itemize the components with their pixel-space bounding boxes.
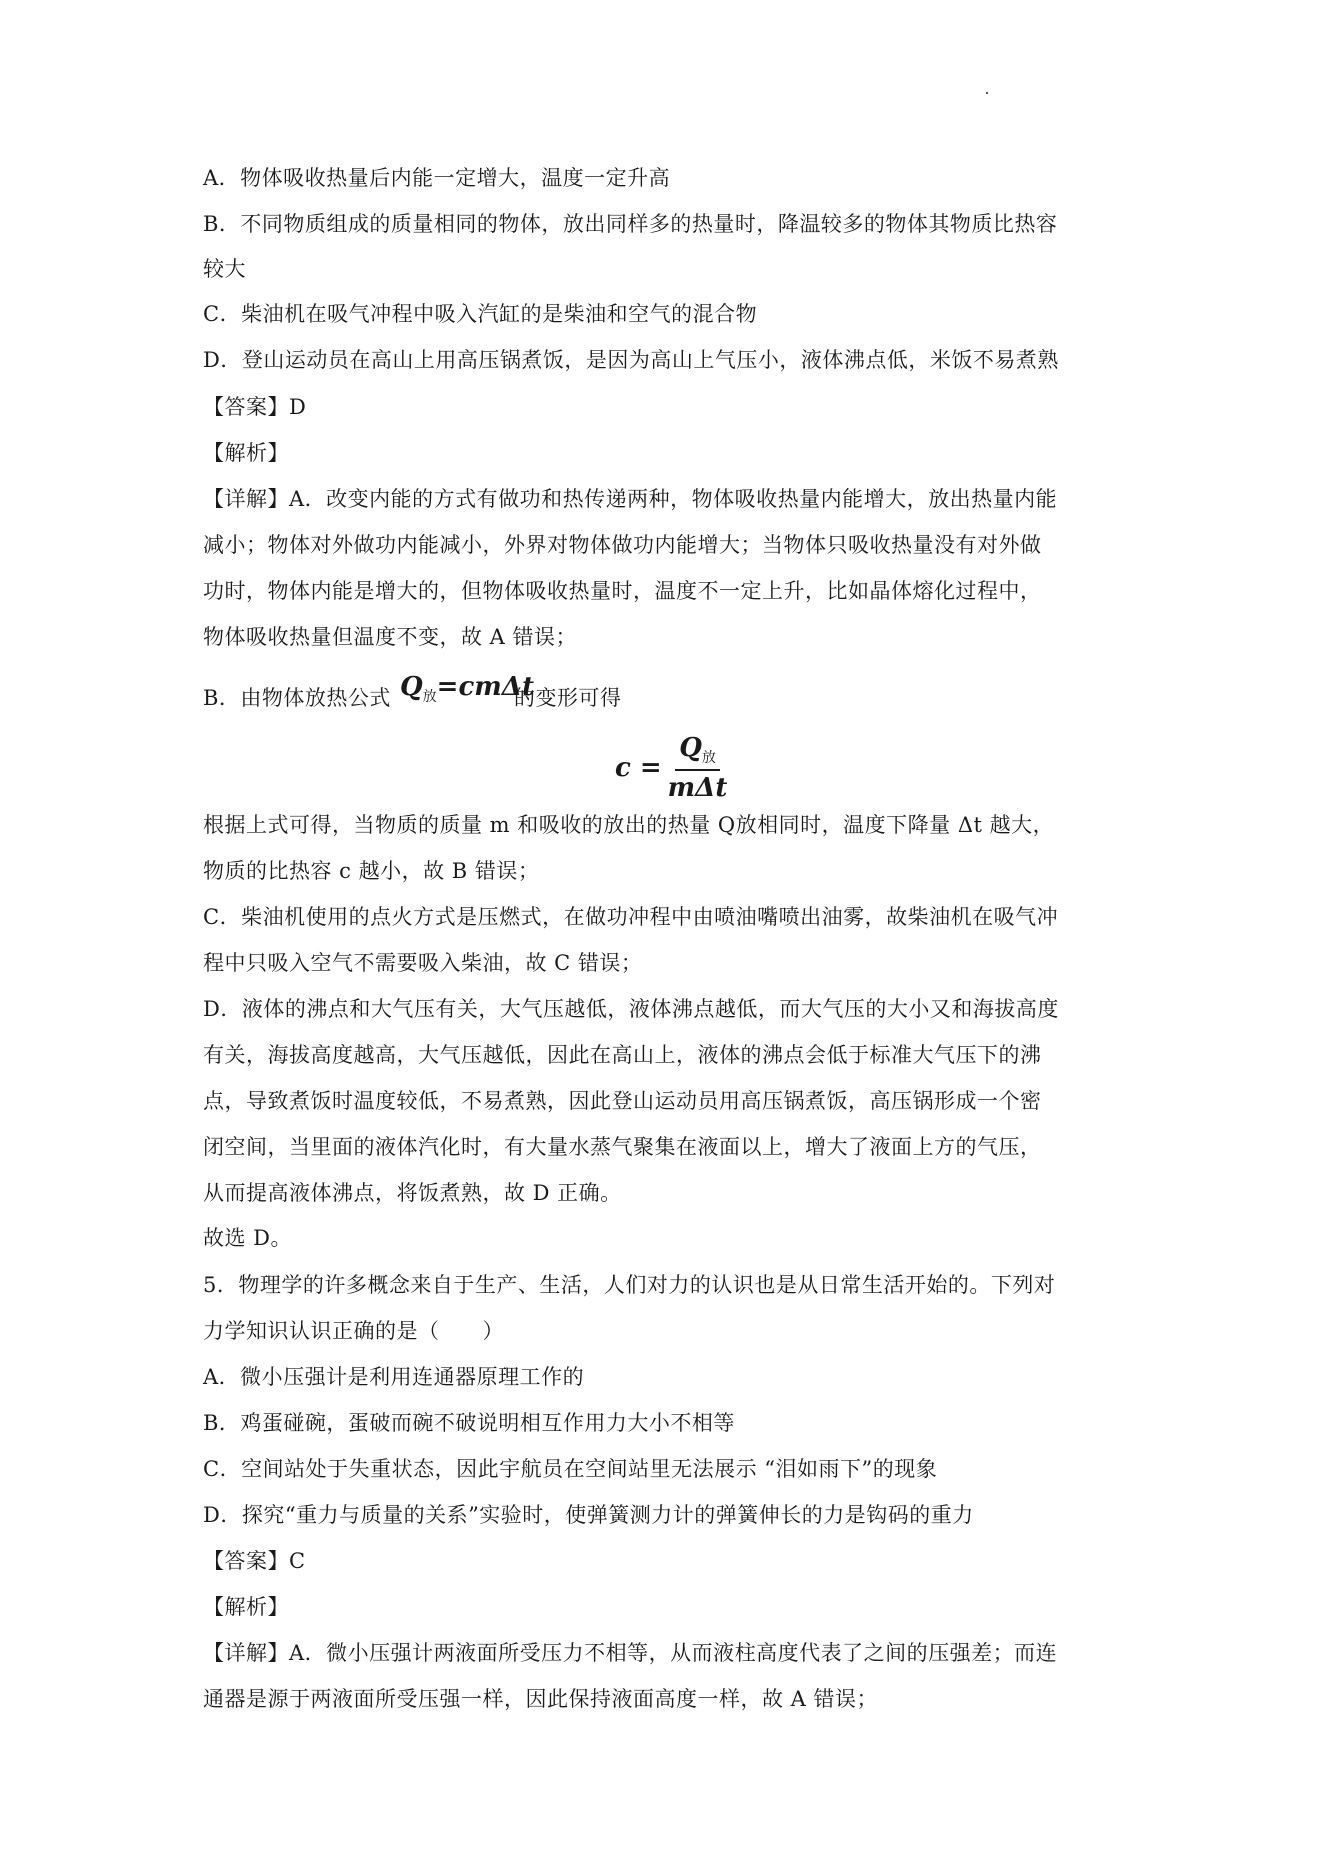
body-line: 闭空间，当里面的液体汽化时，有大量水蒸气聚集在液面以上，增大了液面上方的气压， [203, 1135, 1042, 1159]
q5-option-d: D．探究“重力与质量的关系”实验时，使弹簧测力计的弹簧伸长的力是钩码的重力 [203, 1503, 974, 1527]
numerator-sub: 放 [701, 750, 716, 766]
formula-rhs: =cmΔt [436, 672, 534, 702]
q5-detail-line: 通器是源于两液面所受压强一样，因此保持液面高度一样，故 A 错误； [203, 1687, 879, 1711]
detail-line: 【详解】A．改变内能的方式有做功和热传递两种，物体吸收热量内能增大，放出热量内能 [203, 487, 1058, 511]
choice-line: 故选 D。 [203, 1226, 293, 1250]
fraction-denominator: mΔt [667, 773, 728, 803]
fraction [668, 733, 728, 803]
q5-detail-line: 【详解】A．微小压强计两液面所受压力不相等，从而液柱高度代表了之间的压强差；而连 [203, 1641, 1058, 1665]
option-b-line: B．不同物质组成的质量相同的物体，放出同样多的热量时，降温较多的物体其物质比热容 [203, 212, 1058, 236]
body-line: C．柴油机使用的点火方式是压燃式，在做功冲程中由喷油嘴喷出油雾，故柴油机在吸气冲 [203, 905, 1059, 929]
formula-suffix-text: 的变形可得 [514, 686, 622, 710]
scan-dot [986, 92, 988, 94]
option-b-line-cont: 较大 [203, 257, 246, 281]
detail-line: 功时，物体内能是增大的，但物体吸收热量时，温度不一定上升，比如晶体熔化过程中， [203, 579, 1042, 603]
body-line: 有关，海拔高度越高，大气压越低，因此在高山上，液体的沸点会低于标准大气压下的沸 [203, 1043, 1042, 1067]
q5-option-a: A．微小压强计是利用连通器原理工作的 [203, 1365, 585, 1389]
q5-option-b: B．鸡蛋碰碗，蛋破而碗不破说明相互作用力大小不相等 [203, 1411, 735, 1435]
question-5-line: 5．物理学的许多概念来自于生产、生活，人们对力的认识也是从日常生活开始的。下列对 [203, 1273, 1056, 1297]
detail-line: 物体吸收热量但温度不变，故 A 错误； [203, 625, 578, 649]
body-line: 点，导致煮饭时温度较低，不易煮熟，因此登山运动员用高压锅煮饭，高压锅形成一个密 [203, 1089, 1042, 1113]
formula-intro-text: B．由物体放热公式 [203, 686, 391, 710]
body-line: D．液体的沸点和大气压有关，大气压越低，液体沸点越低，而大气压的大小又和海拔高度 [203, 997, 1059, 1021]
q5-answer-line: 【答案】C [203, 1549, 306, 1573]
question-5-line-cont: 力学知识认识正确的是（ ） [203, 1319, 504, 1343]
body-line: 从而提高液体沸点，将饭煮熟，故 D 正确。 [203, 1181, 622, 1205]
analysis-heading: 【解析】 [203, 441, 289, 465]
formula-q: Q [400, 672, 423, 702]
block-formula [615, 733, 727, 803]
body-line: 根据上式可得，当物质的质量 m 和吸收的放出的热量 Q放相同时，温度下降量 Δt 越大， [203, 813, 1055, 837]
body-line: 物质的比热容 c 越小，故 B 错误； [203, 859, 540, 883]
detail-line: 减小；物体对外做功内能减小，外界对物体做功内能增大；当物体只吸收热量没有对外做 [203, 533, 1042, 557]
answer-line: 【答案】D [203, 395, 307, 419]
option-d-line: D．登山运动员在高山上用高压锅煮饭，是因为高山上气压小，液体沸点低，米饭不易煮熟 [203, 348, 1059, 372]
option-a-line: A．物体吸收热量后内能一定增大，温度一定升高 [203, 166, 671, 190]
body-line: 程中只吸入空气不需要吸入柴油，故 C 错误； [203, 951, 643, 975]
fraction-numerator [675, 733, 720, 771]
numerator-q: Q [679, 733, 702, 763]
option-c-line: C．柴油机在吸气冲程中吸入汽缸的是柴油和空气的混合物 [203, 302, 758, 326]
block-lhs: c = [615, 753, 662, 783]
q5-analysis-heading: 【解析】 [203, 1595, 289, 1619]
formula-q-sub: 放 [422, 689, 437, 705]
q5-option-c: C．空间站处于失重状态，因此宇航员在空间站里无法展示 “泪如雨下”的现象 [203, 1457, 938, 1481]
